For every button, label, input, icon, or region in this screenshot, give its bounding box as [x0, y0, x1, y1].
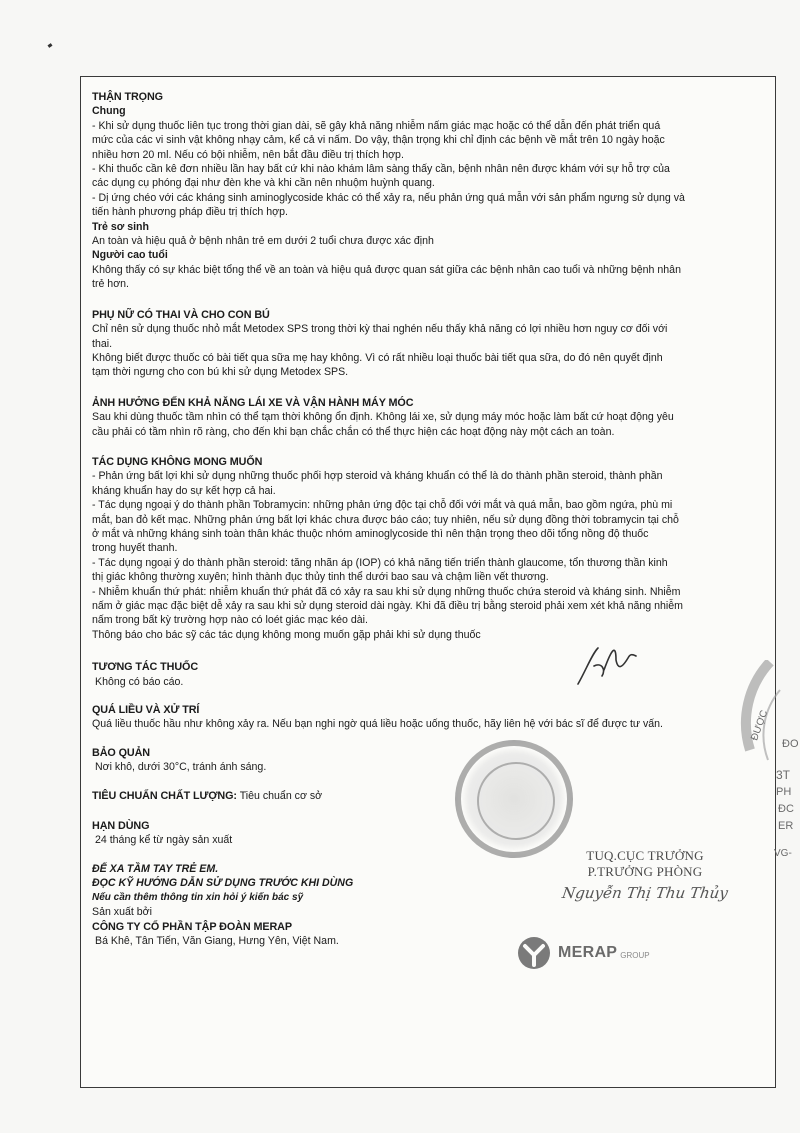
text-line: Chỉ nên sử dụng thuốc nhỏ mắt Metodex SPS trong thời kỳ thai nghén nếu thấy khả năng có lợi nhiều hơn nguy cơ đối với: [92, 323, 668, 336]
stamp-inner-ring: [477, 762, 555, 840]
text-line: tạm thời ngưng cho con bú khi sử dụng Metodex SPS.: [92, 366, 349, 379]
scan-mark: [48, 43, 53, 48]
text-line: nấm trong bất kỳ trường hợp nào có loét giác mạc kéo dài.: [92, 614, 368, 627]
section-title-tac-dung: TÁC DỤNG KHÔNG MONG MUỐN: [92, 455, 263, 468]
section-title-tieu-chuan: TIÊU CHUẨN CHẤT LƯỢNG:: [92, 789, 237, 802]
subsection-cao-tuoi: Người cao tuổi: [92, 249, 168, 262]
text-line: tiến hành phương pháp điều trị thích hợp.: [92, 206, 288, 219]
merap-logo-icon: [516, 935, 552, 971]
text-line: Thông báo cho bác sỹ các tác dụng không mong muốn gặp phải khi sử dụng thuốc: [92, 628, 481, 641]
text-line: trẻ hơn.: [92, 278, 129, 291]
leaflet-content: [92, 90, 716, 948]
signature-title-1: TUQ.CỤC TRƯỞNG: [586, 848, 704, 863]
han-dung-text: 24 tháng kể từ ngày sản xuất: [95, 834, 233, 847]
subsection-chung: Chung: [92, 105, 126, 118]
bao-quan-text: Nơi khô, dưới 30°C, tránh ánh sáng.: [95, 761, 267, 774]
text-line: cầu phải có tầm nhìn rõ ràng, cho đến khi bạn chắc chắn có thể thực hiện các hoạt động này một cách an toàn.: [92, 425, 615, 438]
text-line: - Nhiễm khuẩn thứ phát: nhiễm khuẩn thứ phát đã có xảy ra sau khi sử dụng những thuốc chứa steroid và kháng sinh. Nhiễm: [92, 585, 681, 598]
text-line: - Dị ứng chéo với các kháng sinh aminoglycoside khác có thể xảy ra, nếu phản ứng quá mẫn với sản phẩm ngưng sử dụng và: [92, 191, 685, 204]
signature-name: Nguyễn Thị Thu Thủy: [560, 884, 730, 902]
text-line: nấm ở giác mạc đặc biệt dễ xảy ra sau khi sử dụng steroid dài ngày. Khi đã điều trị bằng steroid phải xem xét khả năng nhiễm: [92, 600, 683, 612]
tre-so-sinh-text: An toàn và hiệu quả ở bệnh nhân trẻ em dưới 2 tuổi chưa được xác định: [92, 235, 434, 248]
side-stamp-text: 3T: [776, 768, 791, 782]
tieu-chuan-row: [92, 789, 716, 803]
signature-block: [560, 848, 730, 902]
qua-lieu-text: Quá liều thuốc hầu như không xảy ra. Nếu bạn nghi ngờ quá liều hoặc uống thuốc, hãy liên hệ với bác sĩ để được tư vấn.: [92, 718, 663, 731]
text-line: kháng khuẩn hay do sự kết hợp cả hai.: [92, 484, 276, 497]
section-title-han-dung: HẠN DÙNG: [92, 820, 150, 833]
section-title-tuong-tac: TƯƠNG TÁC THUỐC: [92, 661, 199, 674]
text-line: - Khi sử dụng thuốc liên tục trong thời gian dài, sẽ gây khả năng nhiễm nấm giác mạc hoặc có thể dẫn đến phát triển quá: [92, 119, 661, 132]
signature-initials: [572, 640, 642, 690]
warning-children: ĐỂ XA TẦM TAY TRẺ EM.: [92, 862, 219, 875]
section-title-bao-quan: BẢO QUẢN: [92, 746, 150, 759]
section-title-than-trong: THẬN TRỌNG: [92, 91, 163, 103]
text-line: - Khi thuốc cần kê đơn nhiều lần hay bất cứ khi nào khám lâm sàng thấy cần, bệnh nhân nên được khám với sự hỗ trợ của: [92, 163, 670, 176]
text-line: - Tác dụng ngoại ý do thành phần Tobramycin: những phản ứng độc tại chỗ đối với mắt và quá mẫn, bao gồm ngứa, phù mi: [92, 499, 673, 512]
side-stamp-text: ĐO: [782, 738, 799, 750]
side-stamp-text: ĐC: [778, 803, 794, 815]
side-stamp-text: VG-: [774, 848, 792, 859]
side-stamp-text: ER: [778, 820, 794, 832]
text-line: Không biết được thuốc có bài tiết qua sữa mẹ hay không. Vì có rất nhiều loại thuốc bài tiết qua sữa, do đó nên quyết định: [92, 351, 663, 364]
logo-name: MERAP: [558, 944, 618, 961]
logo-group: GROUP: [620, 951, 650, 960]
text-line: mức của các vi sinh vật không nhạy cảm, kể cả vi nấm. Do vậy, thận trọng khi chỉ định các bệnh về mắt trên 10 ngày hoặc: [92, 134, 665, 147]
section-title-lai-xe: ẢNH HƯỞNG ĐẾN KHẢ NĂNG LÁI XE VÀ VẬN HÀNH MÁY MÓC: [92, 396, 414, 409]
signature-title-2: P.TRƯỞNG PHÒNG: [587, 864, 703, 879]
tuong-tac-text: Không có báo cáo.: [95, 675, 184, 688]
tieu-chuan-text: Tiêu chuẩn cơ sở: [239, 789, 323, 802]
subsection-tre-so-sinh: Trẻ sơ sinh: [92, 220, 149, 233]
text-line: mắt, ban đỏ kết mạc. Những phản ứng bất lợi khác chưa được báo cáo; tuy nhiên, nếu sử dụng đồng thời tobramycin tại chỗ: [92, 513, 679, 526]
section-title-phu-nu: PHỤ NỮ CÓ THAI VÀ CHO CON BÚ: [92, 308, 270, 321]
text-line: trong huyết thanh.: [92, 542, 178, 555]
section-title-qua-lieu: QUÁ LIỀU VÀ XỬ TRÍ: [92, 704, 200, 717]
chung-text: [92, 119, 716, 220]
side-stamp-text: PH: [776, 786, 792, 798]
text-line: nhiều hơn 20 ml. Nếu có bội nhiễm, nên bắt đầu điều trị thích hợp.: [92, 148, 404, 161]
text-line: thai.: [92, 337, 113, 350]
side-stamp-text: ĐƯỢC: [749, 708, 771, 743]
text-line: Sau khi dùng thuốc tầm nhìn có thể tạm thời không ổn định. Không lái xe, sử dụng máy móc hoặc làm bất cứ hoạt động yêu: [92, 411, 674, 424]
text-line: - Phản ứng bất lợi khi sử dụng những thuốc phối hợp steroid và kháng khuẩn có thể là do thành phần steroid, thành phần: [92, 470, 663, 483]
company-address: Bá Khê, Tân Tiến, Văn Giang, Hưng Yên, Việt Nam.: [95, 934, 339, 947]
text-line: ở mắt và những kháng sinh toàn thân khác thuộc nhóm aminoglycoside thì nên thận trọng theo dõi tổng nồng độ thuốc: [92, 527, 649, 540]
official-stamp: [455, 740, 573, 858]
warning-ask: Nếu cần thêm thông tin xin hỏi ý kiến bác sỹ: [92, 891, 304, 903]
warning-read: ĐỌC KỸ HƯỚNG DẪN SỬ DỤNG TRƯỚC KHI DÙNG: [92, 877, 354, 890]
side-stamp-partial: [740, 660, 800, 860]
text-line: thị giác không thường xuyên; hình thành đục thủy tinh thể dưới bao sau và chậm liền vết thương.: [92, 571, 549, 584]
text-line: Không thấy có sự khác biệt tổng thể về an toàn và hiệu quả được quan sát giữa các bệnh nhân cao tuổi và những bệnh nhân: [92, 263, 681, 276]
text-line: các dụng cụ phóng đại như đèn khe và khi cần nên nhuộm huỳnh quang.: [92, 177, 435, 190]
text-line: - Tác dụng ngoại ý do thành phần steroid: tăng nhãn áp (IOP) có khả năng tiến triển thành glaucome, tổn thương thần kinh: [92, 556, 668, 569]
company-name: CÔNG TY CỔ PHẦN TẬP ĐOÀN MERAP: [92, 920, 292, 933]
merap-logo: [516, 935, 650, 971]
manufactured-by: Sản xuất bởi: [92, 906, 152, 919]
